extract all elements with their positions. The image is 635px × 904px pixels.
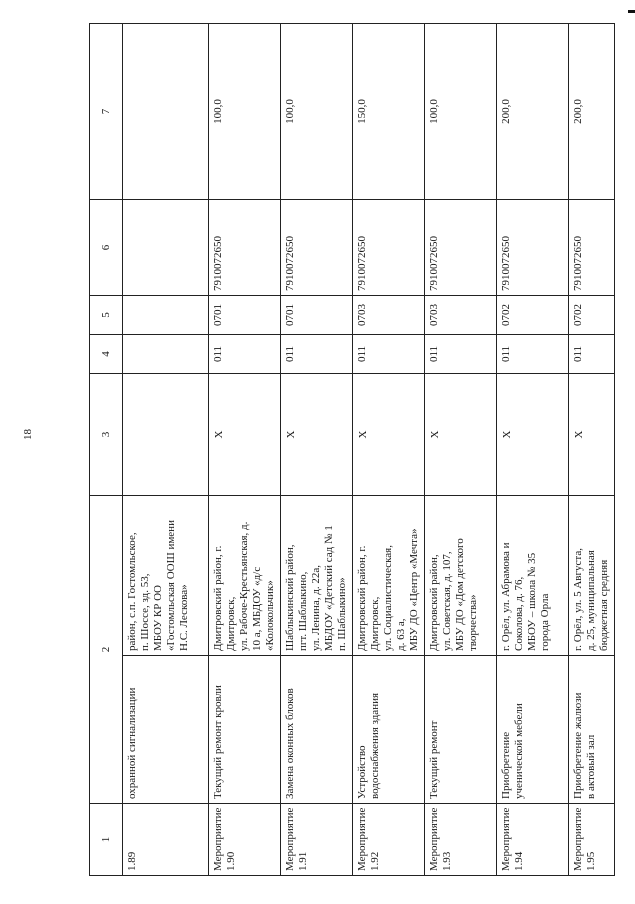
cell-text-line: пгт. Шаблыкино,: [297, 571, 309, 651]
cell-text-line: район, с.п. Гостомльское,: [126, 532, 138, 651]
cell-text-line: Мероприятие: [284, 807, 296, 871]
header-cell-2: 2: [90, 496, 123, 804]
measure-name-cell: [281, 656, 353, 804]
cell-text-line: п. Шаблыкино»: [336, 577, 348, 651]
cell-text-line: Устройство: [356, 745, 368, 799]
measure-name-cell: [353, 656, 425, 804]
cell-text-line: ул. Советская, д. 107,: [441, 551, 453, 651]
cell-text-line: ул. Социалистическая,: [382, 545, 394, 651]
header-cell-4: 4: [90, 335, 123, 374]
cell-text-line: города Орла: [539, 593, 551, 651]
cell-text-line: 1.92: [369, 851, 381, 871]
amount-cell: 150,0: [353, 24, 425, 200]
cell-text-line: 10 а, МБДОУ «д/с: [251, 566, 263, 651]
budget-measures-table: [89, 23, 615, 876]
page-number: 18: [22, 429, 34, 440]
cell-text-line: Соколова, д. 76,: [513, 576, 525, 651]
table-row: [123, 24, 209, 876]
cell-text-line: Н.С. Лескова»: [178, 584, 190, 651]
amount-cell: 100,0: [281, 24, 353, 200]
measure-number-cell: [281, 804, 353, 876]
measure-number-cell: [497, 804, 569, 876]
mark-cell: [123, 374, 209, 496]
cell-text-line: 1.89: [126, 851, 138, 871]
cell-text-line: охранной сигнализации: [126, 687, 138, 799]
table-row: [425, 24, 497, 876]
amount-cell: 200,0: [569, 24, 615, 200]
target-code-cell: 7910072650: [353, 200, 425, 296]
measure-name-cell: [425, 656, 497, 804]
cell-text-line: бюджетная средняя: [598, 559, 610, 651]
cell-text-line: Мероприятие: [572, 807, 584, 871]
cell-text-line: п. Шоссе, зд. 53,: [139, 573, 151, 651]
header-cell-5: 5: [90, 296, 123, 335]
cell-text-line: Дмитровск,: [225, 596, 237, 651]
header-cell-6: 6: [90, 200, 123, 296]
cell-text-line: Мероприятие: [212, 807, 224, 871]
header-row: [90, 24, 123, 876]
mark-cell: Х: [569, 374, 615, 496]
cell-text-line: 1.94: [513, 851, 525, 871]
address-cell: [281, 496, 353, 656]
section-cell: 0702: [569, 296, 615, 335]
table-row: [497, 24, 569, 876]
address-cell: [569, 496, 615, 656]
amount-cell: 100,0: [425, 24, 497, 200]
measure-number-cell: [425, 804, 497, 876]
cell-text-line: 1.90: [225, 851, 237, 871]
cell-text-line: в актовый зал: [585, 734, 597, 799]
measure-name-cell: [123, 656, 209, 804]
table-row: [209, 24, 281, 876]
section-cell: 0701: [281, 296, 353, 335]
measure-number-cell: [569, 804, 615, 876]
section-cell: 0702: [497, 296, 569, 335]
cell-text-line: водоснабжения здания: [369, 692, 381, 799]
code-cell: 011: [281, 335, 353, 374]
section-cell: [123, 296, 209, 335]
cell-text-line: «Колокольчик»: [264, 580, 276, 651]
mark-cell: Х: [209, 374, 281, 496]
cell-text-line: Дмитровский район,: [428, 554, 440, 651]
header-cell-1: 1: [90, 804, 123, 876]
target-code-cell: 7910072650: [281, 200, 353, 296]
code-cell: 011: [569, 335, 615, 374]
amount-cell: [123, 24, 209, 200]
cell-text-line: д. 25, муниципальная: [585, 550, 597, 651]
address-cell: [209, 496, 281, 656]
measure-number-cell: [209, 804, 281, 876]
header-cell-7: 7: [90, 24, 123, 200]
section-cell: 0701: [209, 296, 281, 335]
cell-text-line: ул. Рабоче-Крестьянская, д.: [238, 521, 250, 651]
cell-text-line: Дмитровский район, г.: [356, 545, 368, 651]
section-cell: 0703: [353, 296, 425, 335]
cell-text-line: 1.93: [441, 851, 453, 871]
cell-text-line: Текущий ремонт кровли: [212, 685, 224, 799]
measure-number-cell: [353, 804, 425, 876]
mark-cell: Х: [281, 374, 353, 496]
cell-text-line: ученической мебели: [513, 703, 525, 799]
mark-cell: Х: [497, 374, 569, 496]
measure-number-cell: [123, 804, 209, 876]
header-cell-3: 3: [90, 374, 123, 496]
cell-text-line: МБУ ДО «Дом детского: [454, 538, 466, 651]
address-cell: [353, 496, 425, 656]
cell-text-line: Текущий ремонт: [428, 720, 440, 799]
cell-text-line: Приобретение: [500, 731, 512, 799]
measure-name-cell: [497, 656, 569, 804]
table-row: [569, 24, 615, 876]
table-row: [353, 24, 425, 876]
section-cell: 0703: [425, 296, 497, 335]
code-cell: 011: [425, 335, 497, 374]
cell-text-line: 1.91: [297, 851, 309, 871]
cell-text-line: Мероприятие: [500, 807, 512, 871]
cell-text-line: Мероприятие: [428, 807, 440, 871]
code-cell: 011: [497, 335, 569, 374]
cell-text-line: МБУ ДО «Центр «Мечта»: [408, 528, 420, 651]
cell-text-line: МБДОУ «Детский сад № 1: [323, 525, 335, 651]
cell-text-line: Дмитровск,: [369, 596, 381, 651]
address-cell: [497, 496, 569, 656]
mark-cell: Х: [353, 374, 425, 496]
code-cell: 011: [209, 335, 281, 374]
measure-name-cell: [209, 656, 281, 804]
cell-text-line: д. 63 а,: [395, 618, 407, 651]
target-code-cell: 7910072650: [425, 200, 497, 296]
target-code-cell: 7910072650: [569, 200, 615, 296]
cell-text-line: ул. Ленина, д. 22а,: [310, 564, 322, 651]
cell-text-line: Шаблыкинский район,: [284, 544, 296, 651]
target-code-cell: 7910072650: [497, 200, 569, 296]
address-cell: [123, 496, 209, 656]
cell-text-line: Приобретение жалюзи: [572, 692, 584, 799]
target-code-cell: 7910072650: [209, 200, 281, 296]
mark-cell: Х: [425, 374, 497, 496]
cell-text-line: г. Орёл, ул. Абрамова и: [500, 542, 512, 651]
table-body: [90, 24, 615, 876]
cell-text-line: Дмитровский район, г.: [212, 545, 224, 651]
cell-text-line: Мероприятие: [356, 807, 368, 871]
cell-text-line: «Гостомльская ООШ имени: [165, 520, 177, 651]
amount-cell: 200,0: [497, 24, 569, 200]
scan-mark: [628, 10, 635, 13]
target-code-cell: [123, 200, 209, 296]
amount-cell: 100,0: [209, 24, 281, 200]
code-cell: [123, 335, 209, 374]
cell-text-line: МБОУ КР ОО: [152, 585, 164, 651]
cell-text-line: творчества»: [467, 594, 479, 651]
cell-text-line: г. Орёл, ул. 5 Августа,: [572, 548, 584, 651]
cell-text-line: МБОУ – школа № 35: [526, 552, 538, 651]
rotated-table-wrapper: [89, 24, 610, 876]
cell-text-line: Замена оконных блоков: [284, 688, 296, 799]
code-cell: 011: [353, 335, 425, 374]
address-cell: [425, 496, 497, 656]
measure-name-cell: [569, 656, 615, 804]
cell-text-line: 1.95: [585, 851, 597, 871]
table-row: [281, 24, 353, 876]
